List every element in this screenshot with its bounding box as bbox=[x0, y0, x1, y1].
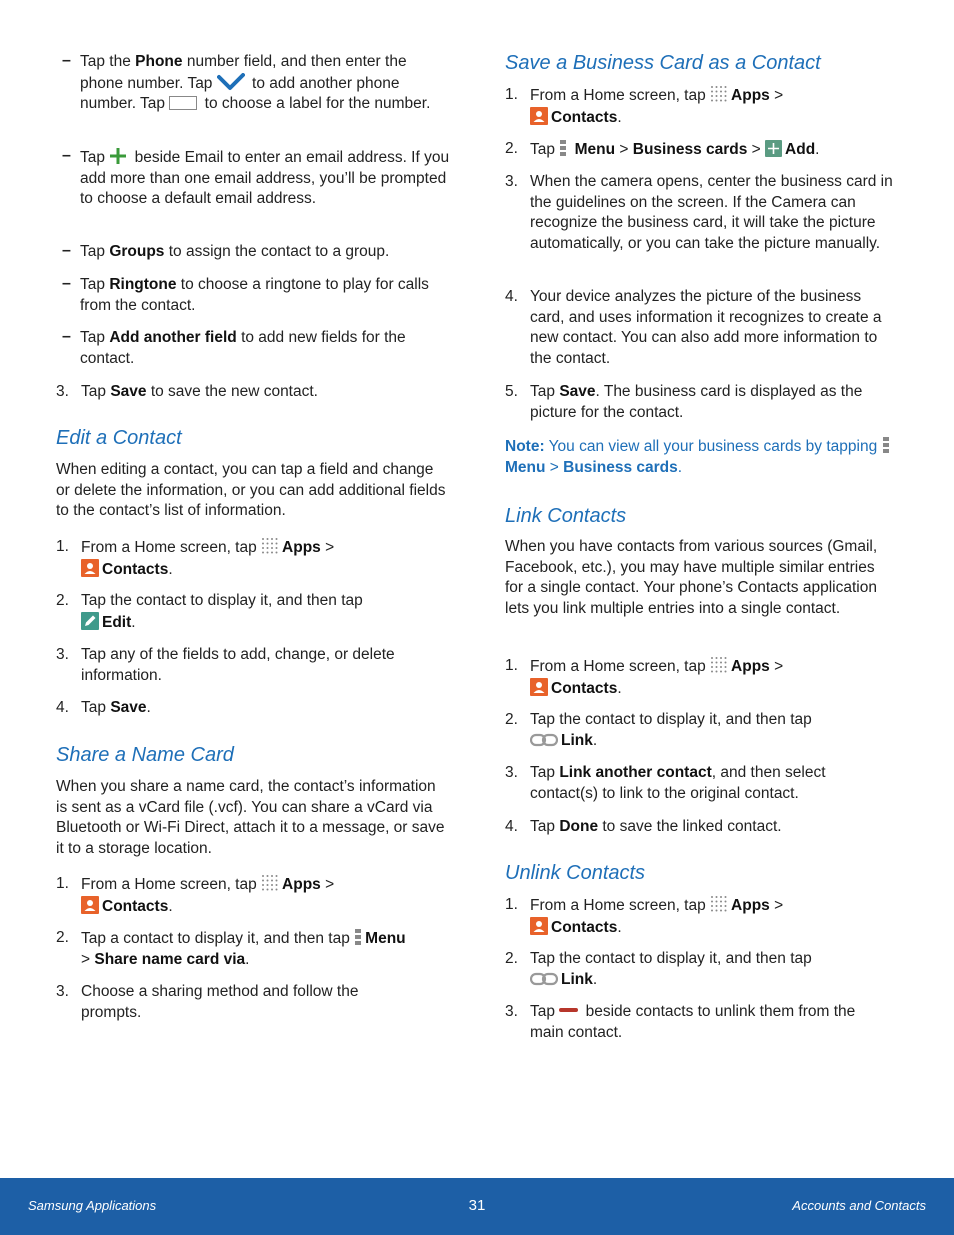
section-heading-share: Share a Name Card bbox=[56, 744, 234, 766]
contacts-icon bbox=[530, 107, 548, 125]
list-item: 5. Tap Save. The business card is displayed as the picture for the contact. bbox=[505, 383, 863, 421]
section-heading-edit: Edit a Contact bbox=[56, 427, 182, 449]
contacts-icon bbox=[530, 678, 548, 696]
list-item: 1. From a Home screen, tap Apps > Contacts. bbox=[505, 896, 784, 936]
list-item: – Tap Add another field to add new fields for the contact. bbox=[62, 328, 406, 367]
list-item: 2. Tap the contact to display it, and then tap Link. bbox=[505, 950, 812, 988]
list-item: 1. From a Home screen, tap Apps > Contacts. bbox=[56, 875, 335, 915]
list-item: 1. From a Home screen, tap Apps > Contacts. bbox=[505, 86, 784, 126]
menu-icon bbox=[559, 139, 567, 157]
menu-icon bbox=[354, 928, 362, 946]
list-item: 4. Tap Save. bbox=[56, 699, 151, 716]
section-heading-save-card: Save a Business Card as a Contact bbox=[505, 52, 821, 74]
section-intro: When you share a name card, the contact’s information is sent as a vCard file (.vcf). You can share a vCard via Bluetooth or Wi-Fi Direct, attach it to a message, or save it to a storage location. bbox=[56, 778, 445, 858]
list-item: – Tap Groups to assign the contact to a group. bbox=[62, 242, 390, 260]
apps-grid-icon bbox=[710, 895, 728, 913]
contacts-icon bbox=[81, 559, 99, 577]
contacts-icon bbox=[81, 896, 99, 914]
list-item: 4. Your device analyzes the picture of the business card, and uses information it recognizes to create a new contact. You can also add more information to the contact. bbox=[505, 288, 882, 368]
checkmark-icon bbox=[217, 73, 245, 91]
list-item: 1. From a Home screen, tap Apps > Contacts. bbox=[505, 657, 784, 697]
list-item: 3. Tap Link another contact, and then select contact(s) to link to the original contact. bbox=[505, 764, 826, 802]
plus-icon bbox=[109, 147, 127, 165]
menu-icon bbox=[882, 436, 890, 454]
list-item: 3. Tap beside contacts to unlink them from the main contact. bbox=[505, 1003, 856, 1041]
page-footer bbox=[0, 1178, 954, 1235]
list-item: 2. Tap Menu > Business cards > Add. bbox=[505, 140, 820, 158]
label-box-icon bbox=[169, 96, 197, 110]
apps-grid-icon bbox=[710, 85, 728, 103]
footer-right-label: Accounts and Contacts bbox=[792, 1198, 926, 1213]
list-item: 2. Tap a contact to display it, and then tap Menu > Share name card via. bbox=[56, 929, 406, 968]
list-item: 1. From a Home screen, tap Apps > Contacts. bbox=[56, 538, 335, 578]
link-icon bbox=[530, 972, 558, 986]
section-intro: When you have contacts from various sources (Gmail, Facebook, etc.), you may have multiple similar entries for a single contact. Your phone’s Contacts application lets you link multiple entries into a single contact. bbox=[505, 538, 878, 618]
list-item: – Tap beside Email to enter an email address. If you add more than one email address, you’ll be prompted to choose a default email address. bbox=[62, 147, 450, 208]
section-intro: When editing a contact, you can tap a field and change or delete the information, or you can add additional fields to the contact’s list of information. bbox=[56, 461, 446, 520]
apps-grid-icon bbox=[710, 656, 728, 674]
edit-icon bbox=[81, 612, 99, 630]
list-item: 3. Tap any of the fields to add, change, or delete information. bbox=[56, 646, 395, 684]
list-item: – Tap Ringtone to choose a ringtone to play for calls from the contact. bbox=[62, 275, 429, 314]
list-item: – Tap the Phone number field, and then enter the phone number. Tap to add another phone number. Tap to choose a label for the number. bbox=[62, 52, 431, 113]
apps-grid-icon bbox=[261, 874, 279, 892]
section-heading-link: Link Contacts bbox=[505, 505, 627, 527]
link-icon bbox=[530, 733, 558, 747]
unlink-icon bbox=[559, 1008, 578, 1012]
list-item: 3. When the camera opens, center the business card in the guidelines on the screen. If the Camera can recognize the business card, it will take the picture automatically, or you can take the picture manually. bbox=[505, 173, 893, 253]
add-icon bbox=[765, 140, 782, 157]
list-item: 4. Tap Done to save the linked contact. bbox=[505, 818, 782, 835]
list-item: 3. Tap Save to save the new contact. bbox=[56, 383, 318, 400]
list-item: 3. Choose a sharing method and follow the prompts. bbox=[56, 983, 359, 1021]
list-item: 2. Tap the contact to display it, and then tap Edit. bbox=[56, 592, 363, 631]
section-heading-unlink: Unlink Contacts bbox=[505, 862, 646, 884]
list-item: 2. Tap the contact to display it, and then tap Link. bbox=[505, 711, 812, 749]
contacts-icon bbox=[530, 917, 548, 935]
apps-grid-icon bbox=[261, 537, 279, 555]
footer-left-label: Samsung Applications bbox=[28, 1198, 157, 1213]
note: Note: You can view all your business cards by tapping Menu > Business cards. bbox=[505, 436, 897, 478]
page-number: 31 bbox=[468, 1197, 486, 1214]
